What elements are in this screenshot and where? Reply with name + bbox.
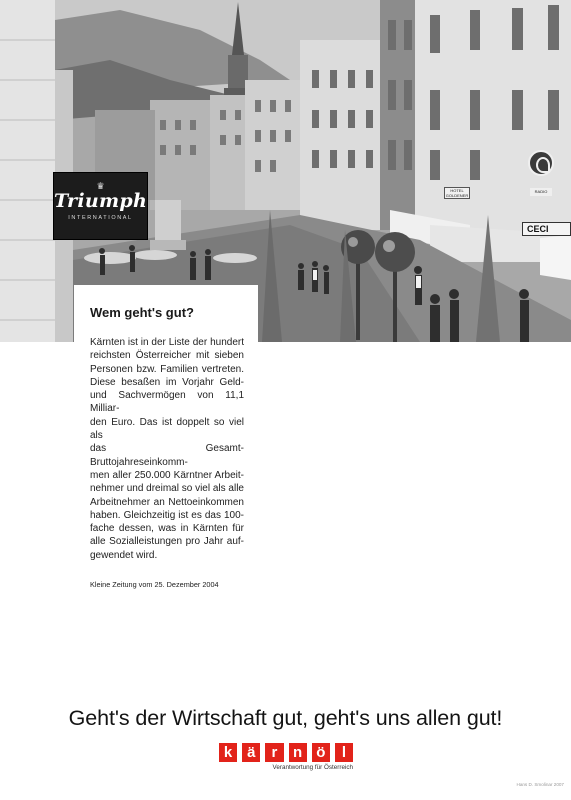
article-line: den Euro. Das ist doppelt so viel als [90, 416, 244, 442]
logo-letter: k [219, 743, 237, 762]
shop-sign-name: Triumph [54, 190, 148, 212]
article-line: das Gesamt-Bruttojahreseinkomm- [90, 443, 244, 468]
article-line: und Sachvermögen von 11,1 Milliar- [90, 390, 244, 415]
radio-badge-label: RADIO [530, 188, 552, 196]
article-line: nehmer und dreimal so viel als alle [90, 483, 244, 495]
article-line: Arbeitnehmer an Nettoeinkommen [90, 496, 244, 508]
article-line: Personen bzw. Familien vertreten. [90, 363, 244, 375]
article-source: Kleine Zeitung vom 25. Dezember 2004 [90, 580, 219, 590]
crown-icon: ♛ [96, 181, 105, 191]
hotel-sign-line1: HOTEL [450, 188, 464, 193]
article-line: men aller 250.000 Kärntner Arbeit- [90, 469, 244, 481]
article-line: alle Sozialleistungen pro Jahr auf- [90, 536, 244, 548]
article-line: Diese besaßen im Vorjahr Geld- [90, 376, 244, 388]
shop-sign-subtitle: INTERNATIONAL [68, 215, 133, 221]
store-sign: CECI [522, 222, 571, 236]
radio-icon [528, 150, 554, 176]
logo-letter: ö [312, 743, 330, 762]
article-title: Wem geht's gut? [90, 305, 194, 320]
article-line: reichsten Österreicher mit sieben [90, 350, 244, 362]
article-line: gewendet wird. [90, 549, 158, 561]
article-card [74, 285, 258, 590]
article-line: Kärnten ist in der Liste der hundert [90, 337, 244, 348]
article-body [90, 336, 244, 562]
hotel-sign [444, 187, 470, 199]
article-line: fache dessen, was in Kärnten für [90, 523, 244, 535]
photo-credit: Hans D. Smolinar 2007 [516, 782, 564, 787]
logo-letter: n [289, 743, 307, 762]
logo-tagline: Verantwortung für Österreich [272, 764, 353, 771]
radio-badge [528, 150, 554, 196]
hotel-sign-line2: GOLDENER [445, 193, 469, 198]
shop-sign [53, 172, 148, 240]
article-line: haben. Gleichzeitig ist es das 100- [90, 509, 244, 521]
logo-letter: r [265, 743, 283, 762]
logo-letter: ä [242, 743, 260, 762]
logo-letter: l [335, 743, 353, 762]
brand-logo [219, 743, 353, 762]
headline: Geht's der Wirtschaft gut, geht's uns allen gut! [68, 706, 503, 730]
